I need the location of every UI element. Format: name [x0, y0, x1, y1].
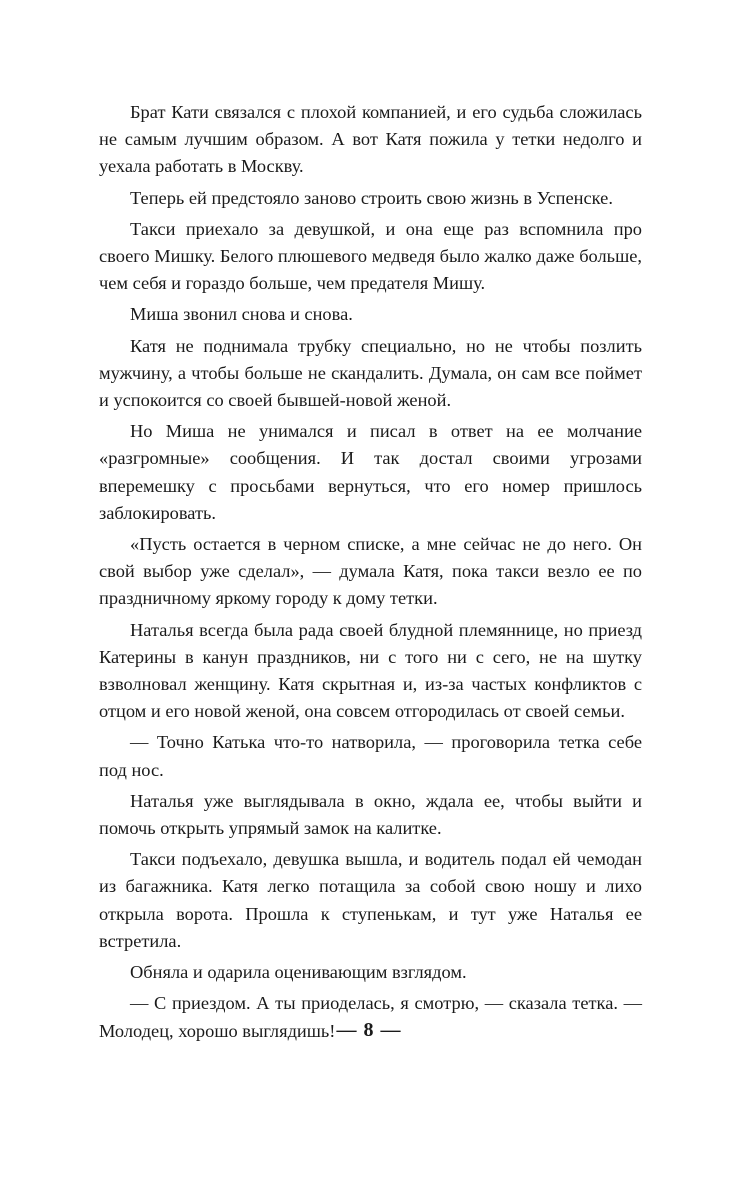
text-body	[99, 99, 642, 1049]
paragraph: «Пусть остается в черном списке, а мне сейчас не до него. Он свой выбор уже сделал», — думала Катя, пока такси везло ее по праздничному яркому городу к дому тетки.	[99, 534, 642, 609]
paragraph: Такси подъехало, девушка вышла, и водитель подал ей чемодан из багажника. Катя легко потащила за собой свою ношу и лихо открыла ворота. Прошла к ступенькам, и тут уже Наталья ее встретила.	[99, 849, 642, 951]
paragraph: Но Миша не унимался и писал в ответ на ее молчание «разгромные» сообщения. И так достал своими угрозами вперемешку с просьбами вернуться, что его номер пришлось заблокировать.	[99, 421, 642, 523]
paragraph: Наталья всегда была рада своей блудной племяннице, но приезд Катерины в канун праздников, ни с того ни с сего, не на шутку взволновал женщину. Катя скрытная и, из-за частых конфликтов с отцом и его новой женой, она совсем отгородилась от своей семьи.	[99, 619, 642, 722]
paragraph: Обняла и одарила оценивающим взглядом.	[130, 962, 467, 983]
paragraph: Катя не поднимала трубку специально, но не чтобы позлить мужчину, а чтобы больше не скандалить. Думала, он сам все поймет и успокоится со своей бывшей-новой женой.	[99, 335, 642, 411]
paragraph: Такси приехало за девушкой, и она еще раз вспомнила про своего Мишку. Белого плюшевого медведя было жалко даже больше, чем себя и гораздо больше, чем предателя Мишу.	[99, 218, 642, 294]
paragraph: Наталья уже выглядывала в окно, ждала ее, чтобы выйти и помочь открыть упрямый замок на калитке.	[99, 790, 642, 839]
paragraph: — Точно Катька что-то натворила, — проговорила тетка себе под нос.	[99, 732, 642, 780]
paragraph: Брат Кати связался с плохой компанией, и его судьба сложилась не самым лучшим образом. А вот Катя пожила у тетки недолго и уехала работать в Москву.	[99, 102, 642, 177]
paragraph: Теперь ей предстояло заново строить свою жизнь в Успенске.	[130, 187, 613, 208]
paragraph: — С приездом. А ты приоделась, я смотрю, — сказала тетка. —Молодец, хорошо выглядишь!	[99, 993, 642, 1041]
page-number: — 8 —	[336, 1019, 402, 1041]
paragraph: Миша звонил снова и снова.	[130, 304, 353, 325]
